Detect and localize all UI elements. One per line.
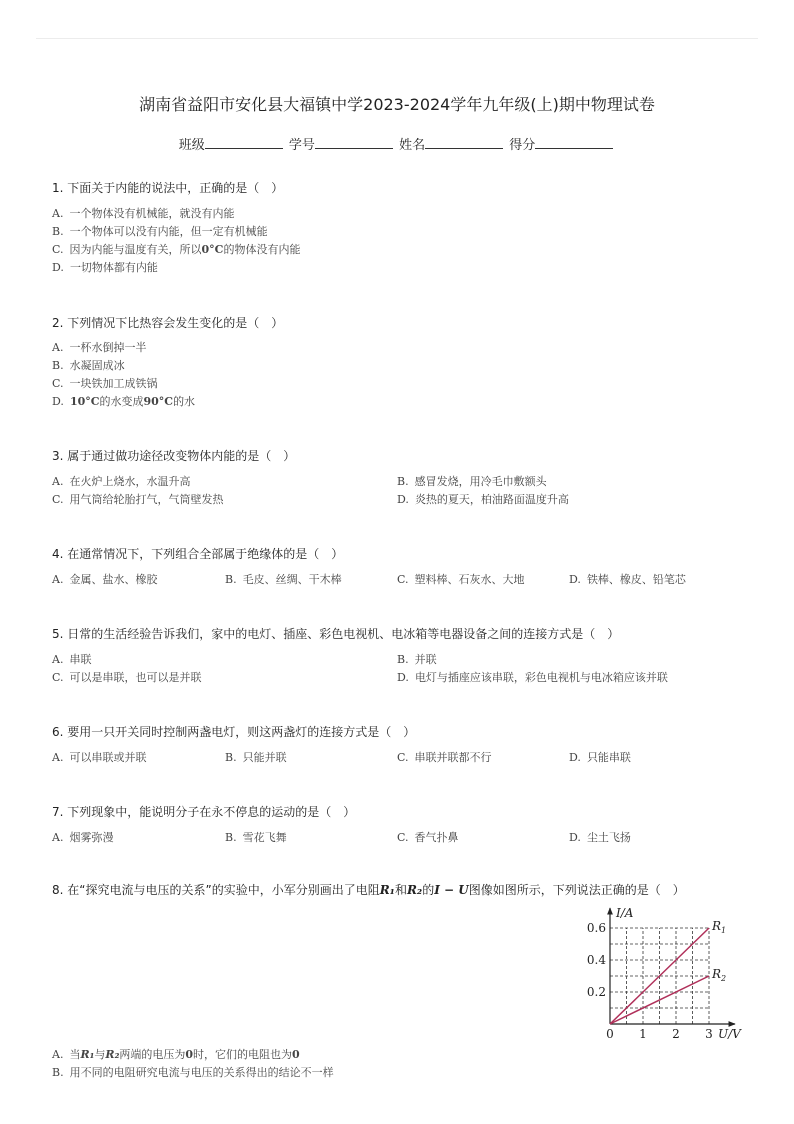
- option-letter: A.: [52, 751, 64, 764]
- q1-option-a[interactable]: [52, 205, 234, 221]
- option-text: 的物体没有内能: [223, 243, 301, 256]
- iu-graph: [575, 902, 750, 1044]
- option-letter: D.: [52, 261, 64, 274]
- option-text: 在火炉上烧水，水温升高: [69, 475, 191, 488]
- option-text: 用气筒给轮胎打气，气筒壁发热: [69, 493, 224, 506]
- q2-option-b[interactable]: [52, 357, 125, 373]
- q3-option-b[interactable]: [397, 473, 547, 489]
- x-tick-label: 1: [639, 1027, 647, 1041]
- option-letter: C.: [52, 493, 64, 506]
- option-text: 一个物体可以没有内能，但一定有机械能: [69, 225, 268, 238]
- stem-text: 和: [394, 883, 407, 897]
- score-label: 得分: [509, 138, 536, 153]
- question-6-stem: 6. 要用一只开关同时控制两盏电灯，则这两盏灯的连接方式是（ ）: [52, 725, 416, 739]
- q3-option-c[interactable]: [52, 491, 224, 507]
- y-tick-label: 0.4: [586, 953, 606, 967]
- resistor-r2-symbol: R₂: [105, 1048, 120, 1061]
- option-text: 串联并联都不行: [414, 751, 492, 764]
- question-7-stem: 7. 下列现象中，能说明分子在永不停息的运动的是（ ）: [52, 805, 356, 819]
- option-letter: C.: [397, 751, 409, 764]
- option-letter: B.: [52, 1066, 64, 1079]
- resistor-r1-symbol: R₁: [379, 883, 395, 897]
- option-text: 可以是串联，也可以是并联: [69, 671, 202, 684]
- option-letter: A.: [52, 653, 64, 666]
- student-info-line: [0, 134, 794, 153]
- option-text: 串联: [69, 653, 92, 666]
- q4-option-b[interactable]: [225, 571, 342, 587]
- option-letter: D.: [569, 751, 581, 764]
- temperature-value: 90°C: [143, 395, 174, 408]
- question-5-stem: 5. 日常的生活经验告诉我们，家中的电灯、插座、彩色电视机、电冰箱等电器设备之间的连接方式是（ ）: [52, 627, 620, 641]
- series-label-r1: $R_1$: [712, 919, 727, 935]
- option-text: 一切物体都有内能: [69, 261, 158, 274]
- option-text: 水凝固成冰: [69, 359, 125, 372]
- option-letter: B.: [225, 751, 237, 764]
- option-text: 与: [94, 1048, 106, 1061]
- temperature-value: 0°C: [201, 243, 224, 256]
- stem-text: 的: [422, 883, 435, 897]
- zero-value: 0: [292, 1048, 300, 1061]
- option-letter: D.: [569, 831, 581, 844]
- option-text: 只能并联: [242, 751, 287, 764]
- option-letter: B.: [225, 573, 237, 586]
- question-4-stem: 4. 在通常情况下，下列组合全部属于绝缘体的是（ ）: [52, 547, 344, 561]
- question-1: [52, 179, 283, 196]
- q5-option-c[interactable]: [52, 669, 202, 685]
- question-3-stem: 3. 属于通过做功途径改变物体内能的是（ ）: [52, 449, 296, 463]
- option-letter: D.: [397, 671, 409, 684]
- q2-option-a[interactable]: [52, 339, 146, 355]
- option-text: 香气扑鼻: [414, 831, 459, 844]
- option-text: 尘土飞扬: [586, 831, 631, 844]
- x-tick-label: 0: [606, 1027, 614, 1041]
- name-label: 姓名: [399, 138, 426, 153]
- resistor-r1-symbol: R₁: [80, 1048, 95, 1061]
- header-divider: [36, 38, 758, 39]
- score-field[interactable]: [535, 136, 613, 149]
- option-text: 感冒发烧，用冷毛巾敷额头: [414, 475, 547, 488]
- option-letter: A.: [52, 207, 64, 220]
- temperature-value: 10°C: [69, 395, 100, 408]
- x-axis-label: U/V: [718, 1027, 741, 1041]
- q1-option-b[interactable]: [52, 223, 268, 239]
- question-7: [52, 803, 355, 820]
- question-5: [52, 625, 619, 642]
- option-letter: A.: [52, 341, 64, 354]
- q5-option-b[interactable]: [397, 651, 437, 667]
- zero-value: 0: [185, 1048, 194, 1061]
- option-letter: B.: [397, 653, 409, 666]
- option-letter: D.: [397, 493, 409, 506]
- q1-option-c[interactable]: [52, 241, 300, 257]
- option-letter: C.: [397, 573, 409, 586]
- question-3: [52, 447, 295, 464]
- q7-option-c[interactable]: [397, 829, 459, 845]
- option-text: 一杯水倒掉一半: [69, 341, 147, 354]
- option-text: 炎热的夏天，柏油路面温度升高: [414, 493, 569, 506]
- question-4: [52, 545, 343, 562]
- option-text: 时，它们的电阻也为: [193, 1048, 293, 1061]
- option-text: 一块铁加工成铁锅: [69, 377, 158, 390]
- q4-option-a[interactable]: [52, 571, 157, 587]
- option-text: 并联: [414, 653, 437, 666]
- option-letter: A.: [52, 1048, 64, 1061]
- y-tick-label: 0.6: [586, 921, 606, 935]
- q5-option-a[interactable]: [52, 651, 91, 667]
- q6-option-c[interactable]: [397, 749, 492, 765]
- q2-option-c[interactable]: [52, 375, 158, 391]
- option-text: 电灯与插座应该串联，彩色电视机与电冰箱应该并联: [414, 671, 668, 684]
- question-1-stem: 1. 下面关于内能的说法中，正确的是（ ）: [52, 181, 284, 195]
- question-2: [52, 314, 283, 331]
- q1-option-d[interactable]: [52, 259, 158, 275]
- q4-option-c[interactable]: [397, 571, 525, 587]
- iu-symbol: I − U: [434, 883, 469, 897]
- series-label-r2: $R_2$: [712, 967, 727, 983]
- q7-option-d[interactable]: [569, 829, 631, 845]
- q4-option-d[interactable]: [569, 571, 686, 587]
- option-letter: A.: [52, 573, 64, 586]
- option-text: 的水: [173, 395, 196, 408]
- option-letter: C.: [52, 243, 64, 256]
- q8-option-b[interactable]: [52, 1064, 334, 1080]
- option-letter: C.: [397, 831, 409, 844]
- option-text: 用不同的电阻研究电流与电压的关系得出的结论不一样: [69, 1066, 334, 1079]
- option-text: 铁棒、橡皮、铅笔芯: [586, 573, 686, 586]
- q6-option-d[interactable]: [569, 749, 631, 765]
- option-letter: A.: [52, 831, 64, 844]
- x-tick-label: 2: [672, 1027, 680, 1041]
- option-text: 因为内能与温度有关，所以: [69, 243, 202, 256]
- option-letter: B.: [397, 475, 409, 488]
- name-field[interactable]: [425, 136, 503, 149]
- exam-title: 湖南省益阳市安化县大福镇中学2023-2024学年九年级(上)期中物理试卷: [139, 95, 655, 114]
- stem-text: 8. 在“探究电流与电压的关系”的实验中，小军分别画出了电阻: [52, 883, 380, 897]
- option-text: 毛皮、丝绸、干木棒: [242, 573, 342, 586]
- q6-option-a[interactable]: [52, 749, 146, 765]
- option-text: 只能串联: [586, 751, 631, 764]
- option-text: 一个物体没有机械能，就没有内能: [69, 207, 235, 220]
- option-text: 当: [69, 1048, 81, 1061]
- option-letter: D.: [52, 395, 64, 408]
- q8-option-a[interactable]: [52, 1046, 300, 1062]
- option-letter: B.: [225, 831, 237, 844]
- resistor-r2-symbol: R₂: [406, 883, 423, 897]
- option-letter: D.: [569, 573, 581, 586]
- graph-ticks: [587, 921, 713, 1041]
- option-text: 金属、盐水、橡胶: [69, 573, 158, 586]
- q3-option-d[interactable]: [397, 491, 569, 507]
- q3-option-a[interactable]: [52, 473, 190, 489]
- option-text: 的水变成: [99, 395, 144, 408]
- option-letter: A.: [52, 475, 64, 488]
- question-8-stem: [52, 881, 685, 898]
- q5-option-d[interactable]: [397, 669, 668, 685]
- x-tick-label: 3: [705, 1027, 713, 1041]
- option-text: 可以串联或并联: [69, 751, 147, 764]
- option-text: 塑料棒、石灰水、大地: [414, 573, 525, 586]
- q6-option-b[interactable]: [225, 749, 287, 765]
- option-letter: C.: [52, 377, 64, 390]
- option-letter: C.: [52, 671, 64, 684]
- series-labels: [711, 919, 726, 983]
- y-tick-label: 0.2: [586, 985, 606, 999]
- question-6: [52, 723, 415, 740]
- q7-option-a[interactable]: [52, 829, 113, 845]
- option-letter: B.: [52, 225, 64, 238]
- y-axis-label: I/A: [616, 906, 634, 920]
- option-letter: B.: [52, 359, 64, 372]
- option-text: 烟雾弥漫: [69, 831, 114, 844]
- class-field[interactable]: [205, 136, 283, 149]
- q7-option-b[interactable]: [225, 829, 287, 845]
- option-text: 雪花飞舞: [242, 831, 287, 844]
- question-2-stem: 2. 下列情况下比热容会发生变化的是（ ）: [52, 316, 284, 330]
- id-field[interactable]: [315, 136, 393, 149]
- option-text: 两端的电压为: [119, 1048, 186, 1061]
- q2-option-d[interactable]: [52, 393, 195, 409]
- class-label: 班级: [178, 138, 205, 153]
- id-label: 学号: [288, 138, 315, 153]
- question-8: [52, 881, 685, 898]
- stem-text: 图像如图所示，下列说法正确的是（ ）: [468, 883, 685, 897]
